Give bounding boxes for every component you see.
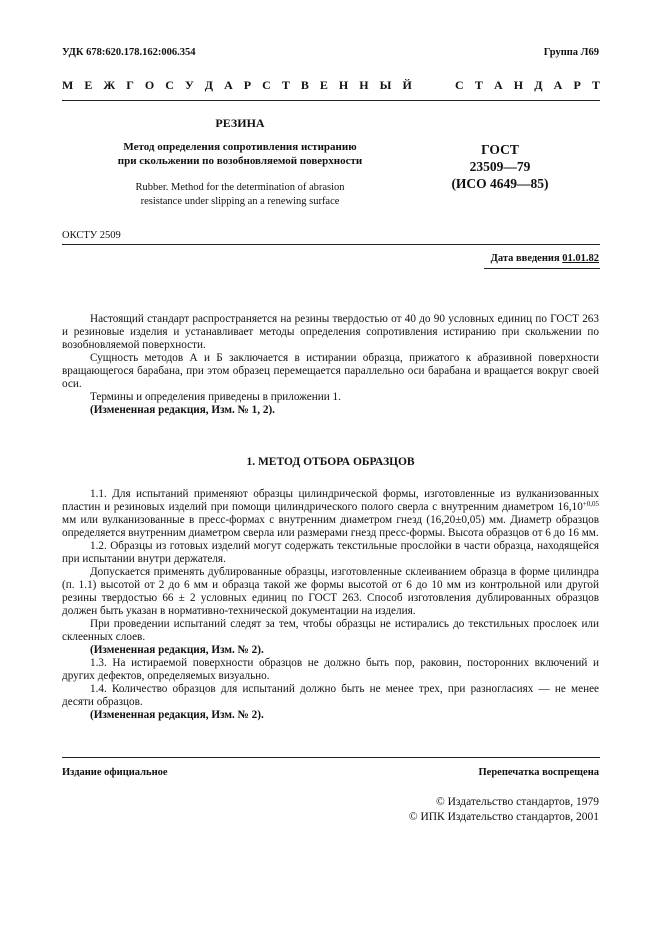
- banner-letter: А: [553, 78, 563, 92]
- gost-label: ГОСТ: [481, 142, 519, 157]
- banner-letter: Р: [573, 78, 581, 92]
- intro-date: [491, 253, 599, 264]
- title-ru: [110, 140, 370, 168]
- iso-code: (ИСО 4649—85): [451, 176, 549, 191]
- banner-letter: Ы: [379, 78, 392, 92]
- banner-letter: Г: [126, 78, 134, 92]
- clause-1-3: 1.3. На истираемой поверхности образцов не должно быть пор, раковин, посторонних включений и других дефектов, определяемых визуально.: [62, 657, 599, 682]
- banner-letter: В: [300, 78, 309, 92]
- banner-letter: Т: [281, 78, 290, 92]
- official-edition: Издание официальное: [62, 767, 168, 778]
- banner-letter: Е: [84, 78, 93, 92]
- banner-letter: Н: [359, 78, 369, 92]
- clause-duplicated-samples: Допускается применять дублированные образцы, изготовленные склеиванием образца в форме цилиндра (п. 1.1) высотой от 2 до 6 мм и образца такой же формы высотой от 6 до 10 мм из контрольной или другой резины твердостью 66 ± 2 условных единиц по ГОСТ 263. Способ изготовления дублированных образцов должен быть указан в нормативно-технической документации на изделия.: [62, 566, 599, 617]
- copyright-2001: © ИПК Издательство стандартов, 2001: [408, 811, 599, 823]
- banner-letters-1: [62, 78, 412, 93]
- udk-code: УДК 678:620.178.162:006.354: [62, 47, 196, 58]
- banner-letter: Н: [338, 78, 349, 92]
- banner-letter: Д: [204, 78, 214, 92]
- date-rule: [484, 268, 600, 269]
- banner-letter: Д: [534, 78, 543, 92]
- copyright-block: [409, 795, 599, 825]
- banner-letter: Т: [474, 78, 483, 92]
- clause-1-4: 1.4. Количество образцов для испытаний должно быть не менее трех, при разногласиях — не менее десяти образцов.: [62, 683, 599, 708]
- banner-letter: М: [62, 78, 74, 92]
- clause-1-1-part2: мм или вулканизованные в пресс-формах с внутренним диаметром гнезд (16,20±0,05) мм. Диаметр образцов определяется внутренним диаметром сверла или размерами гнезд пресс-формы. Высота образцов от 6 до 16 мм.: [62, 514, 599, 539]
- banner-letter: Й: [402, 78, 412, 92]
- revision-note-2: (Измененная редакция, Изм. № 2).: [90, 709, 264, 721]
- intro-revision-note: (Измененная редакция, Изм. № 1, 2).: [90, 404, 275, 416]
- title-en: [110, 181, 370, 209]
- clause-1-2: 1.2. Образцы из готовых изделий могут содержать текстильные прослойки в части образца, находящейся при испытании внутри держателя.: [62, 540, 599, 565]
- title-ru-line2: при скольжении по возобновляемой поверхности: [117, 155, 363, 167]
- intro-date-value: 01.01.82: [562, 253, 599, 264]
- banner-letter: Ж: [103, 78, 116, 92]
- title-rule: [62, 244, 600, 245]
- reprint-prohibited: Перепечатка воспрещена: [478, 767, 599, 778]
- gost-number: [440, 141, 560, 192]
- banner-letter: С: [455, 78, 464, 92]
- copyright-1979: © Издательство стандартов, 1979: [435, 796, 599, 808]
- standard-banner: [62, 78, 600, 93]
- clause-1-1-part1: 1.1. Для испытаний применяют образцы цилиндрической формы, изготовленные из вулканизованных пластин и резиновых изделий при помощи цилиндрического полого сверла с внутренним диаметром 16,10: [62, 488, 599, 513]
- intro-paragraph-essence: Сущность методов А и Б заключается в истирании образца, прижатого к абразивной поверхности вращающегося барабана, при этом образец перемещается параллельно оси барабана и вращается вокруг своей оси.: [62, 352, 599, 390]
- gost-code: 23509—79: [469, 159, 531, 174]
- intro-paragraph-scope: Настоящий стандарт распространяется на резины твердостью от 40 до 90 условных единиц по ГОСТ 263 и резиновые изделия и устанавливает методы определения сопротивления истиранию при скольжении по возобновляемой поверхности.: [62, 313, 599, 351]
- banner-letter: Н: [513, 78, 524, 92]
- banner-letter: А: [224, 78, 233, 92]
- clause-1-1: [62, 488, 599, 540]
- banner-letter: О: [144, 78, 155, 92]
- group-code: Группа Л69: [543, 47, 599, 58]
- banner-letter: Е: [319, 78, 328, 92]
- intro-paragraph-terms: Термины и определения приведены в приложении 1.: [90, 391, 341, 403]
- tolerance-superscript: +0,05: [582, 500, 599, 508]
- banner-letter: Т: [591, 78, 600, 92]
- title-en-line1: Rubber. Method for the determination of abrasion: [135, 182, 345, 193]
- okstu-code: ОКСТУ 2509: [62, 230, 121, 241]
- revision-note-1: (Измененная редакция, Изм. № 2).: [90, 644, 264, 656]
- intro-text: [62, 313, 599, 417]
- banner-letter: А: [493, 78, 503, 92]
- title-en-line2: resistance under slipping an a renewing surface: [140, 196, 340, 207]
- banner-letter: У: [184, 78, 194, 92]
- section-heading: 1. МЕТОД ОТБОРА ОБРАЗЦОВ: [246, 456, 415, 468]
- title-ru-line1: Метод определения сопротивления истиранию: [123, 141, 357, 153]
- section-text: [62, 488, 599, 722]
- doc-name: РЕЗИНА: [215, 116, 265, 130]
- banner-letter: С: [165, 78, 174, 92]
- intro-date-label: Дата введения: [490, 253, 560, 264]
- banner-letter: Р: [243, 78, 252, 92]
- banner-letter: С: [262, 78, 271, 92]
- header-rule: [62, 100, 600, 101]
- clause-testing-note: При проведении испытаний следят за тем, чтобы образцы не истирались до текстильных прослоек или склеенных слоев.: [62, 618, 599, 643]
- footer-rule: [62, 757, 600, 758]
- banner-letters-2: [455, 78, 600, 93]
